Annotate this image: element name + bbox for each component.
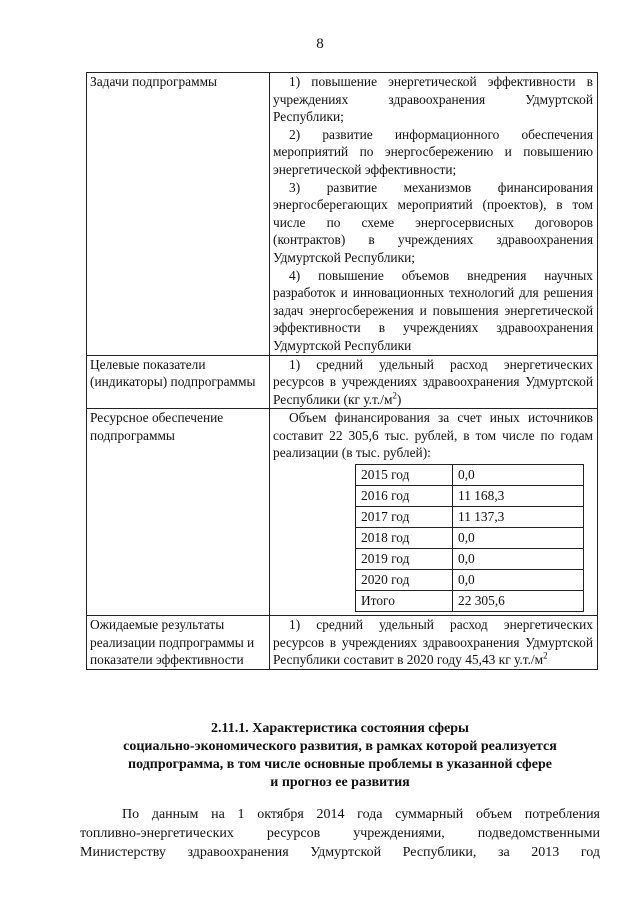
financing-years-table <box>355 464 584 612</box>
results-main-text: 1) средний удельный расход энергетических ресурсов в учреждениях здравоохранения Удмуртской Республики составит в 2020 году 45,43 кг у.т./м <box>273 617 593 668</box>
value-cell: 0,0 <box>453 549 584 570</box>
value-cell: 0,0 <box>453 570 584 591</box>
section-heading <box>80 720 600 792</box>
table-row <box>356 570 584 591</box>
value-cell: 11 168,3 <box>453 486 584 507</box>
row-label-results: Ожидаемые результаты реализации подпрограммы и показатели эффективности <box>87 616 270 670</box>
table-row-results <box>87 616 598 670</box>
row-content-tasks <box>270 73 598 356</box>
table-row-resources <box>87 409 598 616</box>
year-cell: 2016 год <box>356 486 453 507</box>
page-number: 8 <box>316 36 324 52</box>
task-item-2: 2) развитие информационного обеспечения мероприятий по энергосбережению и повышению энергетической эффективности; <box>273 126 593 177</box>
value-cell: 0,0 <box>453 528 584 549</box>
body-line: топливно-энергетических ресурсов учреждениями, подведомственными <box>80 826 600 841</box>
row-content-resources <box>270 409 598 616</box>
table-row <box>356 528 584 549</box>
task-item-3: 3) развитие механизмов финансирования энергосберегающих мероприятий (проектов), в том числе по схеме энергосервисных договоров (контрактов) в учреждениях здравоохранения Удмуртской Республики; <box>273 179 593 265</box>
results-text <box>273 616 593 669</box>
row-label-resources: Ресурсное обеспечение подпрограммы <box>87 409 270 616</box>
section-heading-line: социально-экономического развития, в рамках которой реализуется <box>123 739 557 754</box>
row-content-results <box>270 616 598 670</box>
year-cell: 2015 год <box>356 465 453 486</box>
year-cell: 2017 год <box>356 507 453 528</box>
table-row <box>356 486 584 507</box>
value-cell: 0,0 <box>453 465 584 486</box>
task-item-4: 4) повышение объемов внедрения научных разработок и инновационных технологий для решения задач энергосбережения и повышения энергетической эффективности в учреждениях здравоохранения Удмуртской Республики <box>273 267 593 353</box>
indicator-superscript: 2 <box>392 390 397 401</box>
indicator-text <box>273 356 593 409</box>
task-item-1: 1) повышение энергетической эффективности в учреждениях здравоохранения Удмуртской Республики; <box>273 74 593 125</box>
value-cell: 11 137,3 <box>453 507 584 528</box>
indicator-main-text: 1) средний удельный расход энергетических ресурсов в учреждениях здравоохранения Удмуртской Республики (кг у.т./м <box>273 356 593 407</box>
row-content-indicators <box>270 355 598 409</box>
results-superscript: 2 <box>543 650 548 661</box>
year-cell: 2018 год <box>356 528 453 549</box>
table-row <box>356 465 584 486</box>
total-label-cell: Итого <box>356 591 453 612</box>
body-paragraph <box>80 805 600 862</box>
table-row <box>356 507 584 528</box>
table-row-total <box>356 591 584 612</box>
section-heading-line: и прогноз ее развития <box>270 775 410 790</box>
table-row-indicators <box>87 355 598 409</box>
table-row-tasks <box>87 73 598 356</box>
body-line: Министерству здравоохранения Удмуртской Республики, за 2013 год <box>80 845 600 860</box>
indicator-tail: ) <box>396 391 402 407</box>
row-label-tasks: Задачи подпрограммы <box>87 73 270 356</box>
year-cell: 2019 год <box>356 549 453 570</box>
row-label-indicators: Целевые показатели (индикаторы) подпрограммы <box>87 355 270 409</box>
section-heading-line: подпрограмма, в том числе основные проблемы в указанной сфере <box>128 757 552 772</box>
financing-text: Объем финансирования за счет иных источников составит 22 305,6 тыс. рублей, в том числе по годам реализации (в тыс. рублей): <box>273 410 593 461</box>
body-line: По данным на 1 октября 2014 года суммарный объем потребления <box>122 807 600 822</box>
section-heading-line: 2.11.1. Характеристика состояния сферы <box>211 721 469 736</box>
table-row <box>356 549 584 570</box>
passport-table <box>86 72 598 670</box>
total-value-cell: 22 305,6 <box>453 591 584 612</box>
year-cell: 2020 год <box>356 570 453 591</box>
